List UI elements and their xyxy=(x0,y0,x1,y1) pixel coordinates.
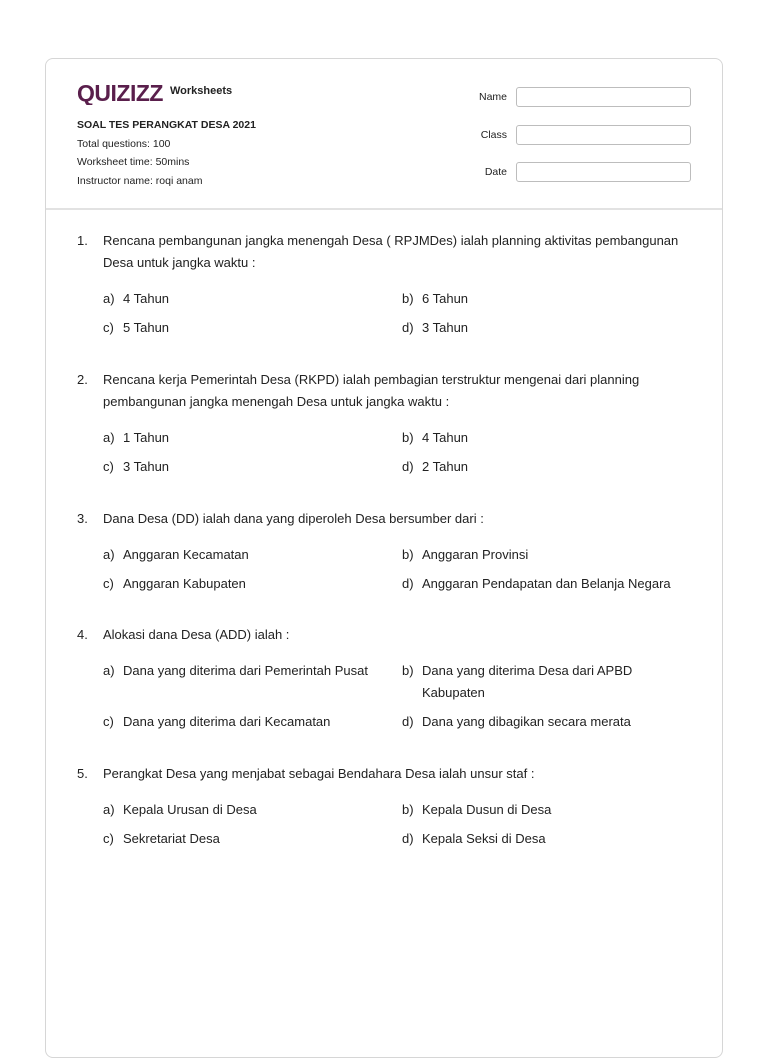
option-letter: a) xyxy=(103,802,115,817)
logo-text: QUIZIZZ xyxy=(77,81,163,105)
option-text: 3 Tahun xyxy=(422,320,469,335)
option-text: Kepala Urusan di Desa xyxy=(123,802,257,817)
brand-subtitle: Worksheets xyxy=(170,85,233,97)
option-d xyxy=(402,828,672,850)
option-letter: c) xyxy=(103,459,114,474)
worksheet-page xyxy=(45,58,723,1058)
option-letter: a) xyxy=(103,663,115,678)
student-fields xyxy=(437,86,691,199)
class-row xyxy=(437,124,691,146)
option-a xyxy=(103,288,373,310)
option-a xyxy=(103,544,373,566)
option-letter: d) xyxy=(402,576,414,591)
option-text: 4 Tahun xyxy=(123,291,170,306)
instructor-name: Instructor name: roqi anam xyxy=(77,174,203,187)
option-letter: b) xyxy=(402,663,414,678)
worksheet-title: SOAL TES PERANGKAT DESA 2021 xyxy=(77,119,256,131)
option-text: 4 Tahun xyxy=(422,430,469,445)
question-text: Dana Desa (DD) ialah dana yang diperoleh Desa bersumber dari : xyxy=(103,511,484,526)
option-letter: b) xyxy=(402,430,414,445)
option-letter: b) xyxy=(402,802,414,817)
option-text: Anggaran Provinsi xyxy=(422,547,529,562)
class-field[interactable] xyxy=(516,125,691,145)
quizizz-logo xyxy=(77,81,164,105)
name-row xyxy=(437,86,691,108)
question-number: 1. xyxy=(77,233,88,248)
date-field[interactable] xyxy=(516,162,691,182)
option-letter: c) xyxy=(103,320,114,335)
question-text: Alokasi dana Desa (ADD) ialah : xyxy=(103,627,290,642)
option-b xyxy=(402,799,672,821)
date-row xyxy=(437,161,691,183)
option-b xyxy=(402,288,672,310)
option-text: 5 Tahun xyxy=(123,320,170,335)
option-a xyxy=(103,427,373,449)
option-letter: a) xyxy=(103,547,115,562)
date-label: Date xyxy=(484,166,507,178)
option-d xyxy=(402,317,672,339)
option-letter: b) xyxy=(402,547,414,562)
option-letter: d) xyxy=(402,459,414,474)
option-c xyxy=(103,573,373,595)
question-number: 2. xyxy=(77,372,88,387)
option-text: Kepala Seksi di Desa xyxy=(422,831,546,846)
option-letter: d) xyxy=(402,831,414,846)
option-letter: a) xyxy=(103,430,115,445)
option-letter: c) xyxy=(103,831,114,846)
option-letter: a) xyxy=(103,291,115,306)
worksheet-meta xyxy=(77,116,256,190)
option-text: Kepala Dusun di Desa xyxy=(422,802,552,817)
option-text: Dana yang diterima dari Pemerintah Pusat xyxy=(123,663,368,678)
option-c xyxy=(103,456,373,478)
option-text: Anggaran Kecamatan xyxy=(123,547,249,562)
option-d xyxy=(402,573,672,595)
option-d xyxy=(402,456,672,478)
option-d xyxy=(402,711,672,733)
option-b xyxy=(402,427,672,449)
brand xyxy=(77,81,232,105)
option-b xyxy=(402,660,652,704)
option-b xyxy=(402,544,672,566)
name-field[interactable] xyxy=(516,87,691,107)
question-text: Perangkat Desa yang menjabat sebagai Bendahara Desa ialah unsur staf : xyxy=(103,766,535,781)
question-number: 4. xyxy=(77,627,88,642)
option-a xyxy=(103,799,373,821)
option-text: 1 Tahun xyxy=(123,430,170,445)
option-text: 3 Tahun xyxy=(123,459,170,474)
option-letter: d) xyxy=(402,320,414,335)
option-text: Dana yang diterima dari Kecamatan xyxy=(123,714,331,729)
option-text: 2 Tahun xyxy=(422,459,469,474)
option-text: Anggaran Kabupaten xyxy=(123,576,246,591)
worksheet-header xyxy=(46,59,722,210)
option-text: Dana yang dibagikan secara merata xyxy=(422,714,631,729)
question-number: 3. xyxy=(77,511,88,526)
option-c xyxy=(103,711,373,733)
option-letter: c) xyxy=(103,576,114,591)
option-text: 6 Tahun xyxy=(422,291,469,306)
option-c xyxy=(103,828,373,850)
option-c xyxy=(103,317,373,339)
option-text: Anggaran Pendapatan dan Belanja Negara xyxy=(422,576,671,591)
total-questions: Total questions: 100 xyxy=(77,137,171,150)
option-a xyxy=(103,660,373,682)
option-text: Sekretariat Desa xyxy=(123,831,220,846)
option-letter: d) xyxy=(402,714,414,729)
question-text: Rencana kerja Pemerintah Desa (RKPD) ialah pembagian terstruktur mengenai dari planning pembangunan jangka menengah Desa untuk jangka waktu : xyxy=(103,372,640,409)
worksheet-time: Worksheet time: 50mins xyxy=(77,156,190,168)
question-text: Rencana pembangunan jangka menengah Desa ( RPJMDes) ialah planning aktivitas pembangunan Desa untuk jangka waktu : xyxy=(103,233,679,270)
name-label: Name xyxy=(478,91,507,103)
option-text: Dana yang diterima Desa dari APBD Kabupaten xyxy=(422,663,633,700)
option-letter: c) xyxy=(103,714,114,729)
question-number: 5. xyxy=(77,766,88,781)
option-letter: b) xyxy=(402,291,414,306)
class-label: Class xyxy=(480,128,507,141)
